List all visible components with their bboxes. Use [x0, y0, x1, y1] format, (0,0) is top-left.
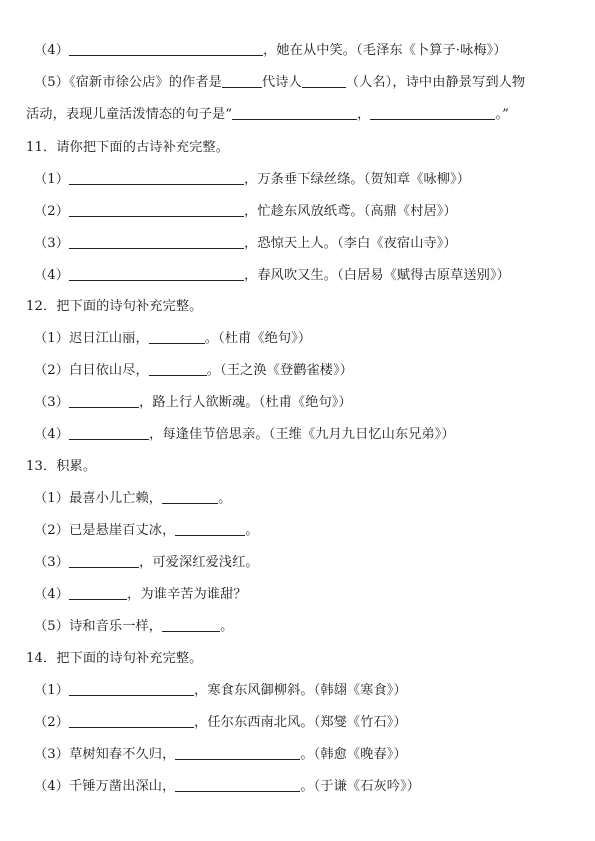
poem-text: ，为谁辛苦为谁甜？ [127, 587, 247, 602]
q14-2 [34, 714, 407, 732]
poem-text: 。（于谦《石灰吟》） [300, 779, 421, 794]
poem-text: ，可爱深红爱浅红。 [139, 555, 259, 570]
poem-text: 。（杜甫《绝句》） [204, 331, 312, 346]
question-text: 代诗人 [261, 75, 302, 90]
poem-text: ，寒食东风御柳斜。（韩翃《寒食》） [194, 683, 407, 698]
q10-5-cont [26, 106, 509, 124]
poem-text: ，路上行人欲断魂。（杜甫《绝句》） [139, 395, 352, 410]
answer-blank[interactable] [69, 715, 194, 728]
q11-1 [34, 171, 470, 189]
q14-4 [34, 778, 420, 796]
poem-text: 。 [218, 491, 232, 506]
q11-heading: 11．请你把下面的古诗补充完整。 [26, 140, 230, 155]
answer-blank[interactable] [69, 395, 139, 408]
poem-text: ，她在从中笑。（毛泽东《卜算子·咏梅》） [263, 43, 507, 58]
q11-4 [34, 267, 510, 285]
answer-blank[interactable] [162, 491, 218, 504]
answer-blank[interactable] [69, 172, 244, 185]
answer-blank[interactable] [175, 747, 300, 760]
item-number: （2） [34, 715, 70, 730]
q14-1 [34, 682, 407, 700]
answer-blank[interactable] [302, 75, 346, 88]
q12-1 [34, 330, 311, 348]
answer-blank[interactable] [162, 619, 220, 632]
answer-blank[interactable] [69, 268, 244, 281]
q13-1 [34, 490, 231, 508]
answer-blank[interactable] [370, 107, 495, 120]
poem-text: 。 [220, 619, 234, 634]
poem-text: ，万条垂下绿丝绦。（贺知章《咏柳》） [244, 172, 471, 187]
q12-2 [34, 362, 353, 380]
poem-text: ，春风吹又生。（白居易《赋得古原草送别》） [244, 268, 510, 283]
poem-text: 。（王之涣《登鹳雀楼》） [206, 363, 354, 378]
poem-text: （1）迟日江山丽， [34, 331, 149, 346]
item-number: （1） [34, 683, 70, 698]
answer-blank[interactable] [222, 75, 262, 88]
poem-text: （1）最喜小儿亡赖， [34, 491, 163, 506]
q13-heading: 13．积累。 [26, 459, 97, 474]
answer-blank[interactable] [69, 427, 149, 440]
question-text: （5）《宿新市徐公店》的作者是 [34, 75, 222, 90]
q13-3 [34, 554, 259, 572]
answer-blank[interactable] [69, 555, 139, 568]
question-text: 。” [495, 107, 509, 122]
q11-3 [34, 235, 457, 253]
item-number: （4） [34, 43, 70, 58]
q12-3 [34, 394, 352, 412]
item-number: （4） [34, 268, 70, 283]
poem-text: ，恐惊天上人。（李白《夜宿山寺》） [244, 236, 457, 251]
poem-text: ，忙趁东风放纸鸢。（高鼎《村居》） [244, 204, 457, 219]
q10-4 [34, 42, 507, 60]
item-number: （4） [34, 587, 70, 602]
poem-text: （4）千锤万凿出深山， [34, 779, 176, 794]
q13-5 [34, 618, 233, 636]
poem-text: 。 [245, 523, 259, 538]
answer-blank[interactable] [175, 779, 300, 792]
poem-text: （3）草树知春不久归， [34, 747, 176, 762]
answer-blank[interactable] [69, 236, 244, 249]
item-number: （4） [34, 427, 70, 442]
answer-blank[interactable] [69, 204, 244, 217]
item-number: （3） [34, 395, 70, 410]
item-number: （3） [34, 236, 70, 251]
poem-text: ，每逢佳节倍思亲。（王维《九月九日忆山东兄弟》） [149, 427, 455, 442]
item-number: （3） [34, 555, 70, 570]
answer-blank[interactable] [175, 523, 245, 536]
q13-4 [34, 586, 247, 604]
poem-text: （5）诗和音乐一样， [34, 619, 163, 634]
q12-4 [34, 426, 455, 444]
item-number: （1） [34, 172, 70, 187]
q14-heading: 14．把下面的诗句补充完整。 [26, 651, 203, 666]
q11-2 [34, 203, 457, 221]
answer-blank[interactable] [69, 587, 127, 600]
answer-blank[interactable] [232, 107, 357, 120]
q14-3 [34, 746, 407, 764]
question-text: ， [357, 107, 371, 122]
answer-blank[interactable] [149, 363, 207, 376]
q13-2 [34, 522, 259, 540]
poem-text: （2）白日依山尽， [34, 363, 149, 378]
answer-blank[interactable] [69, 683, 194, 696]
question-text: （人名），诗中由静景写到人物 [345, 75, 526, 90]
q12-heading: 12．把下面的诗句补充完整。 [26, 299, 203, 314]
poem-text: 。（韩愈《晚春》） [300, 747, 407, 762]
question-text: 活动，表现儿童活泼情态的句子是“ [26, 107, 233, 122]
poem-text: （2）已是悬崖百丈冰， [34, 523, 176, 538]
answer-blank[interactable] [69, 43, 263, 56]
item-number: （2） [34, 204, 70, 219]
q10-5 [34, 74, 525, 92]
poem-text: ，任尔东西南北风。（郑燮《竹石》） [194, 715, 407, 730]
answer-blank[interactable] [149, 331, 205, 344]
